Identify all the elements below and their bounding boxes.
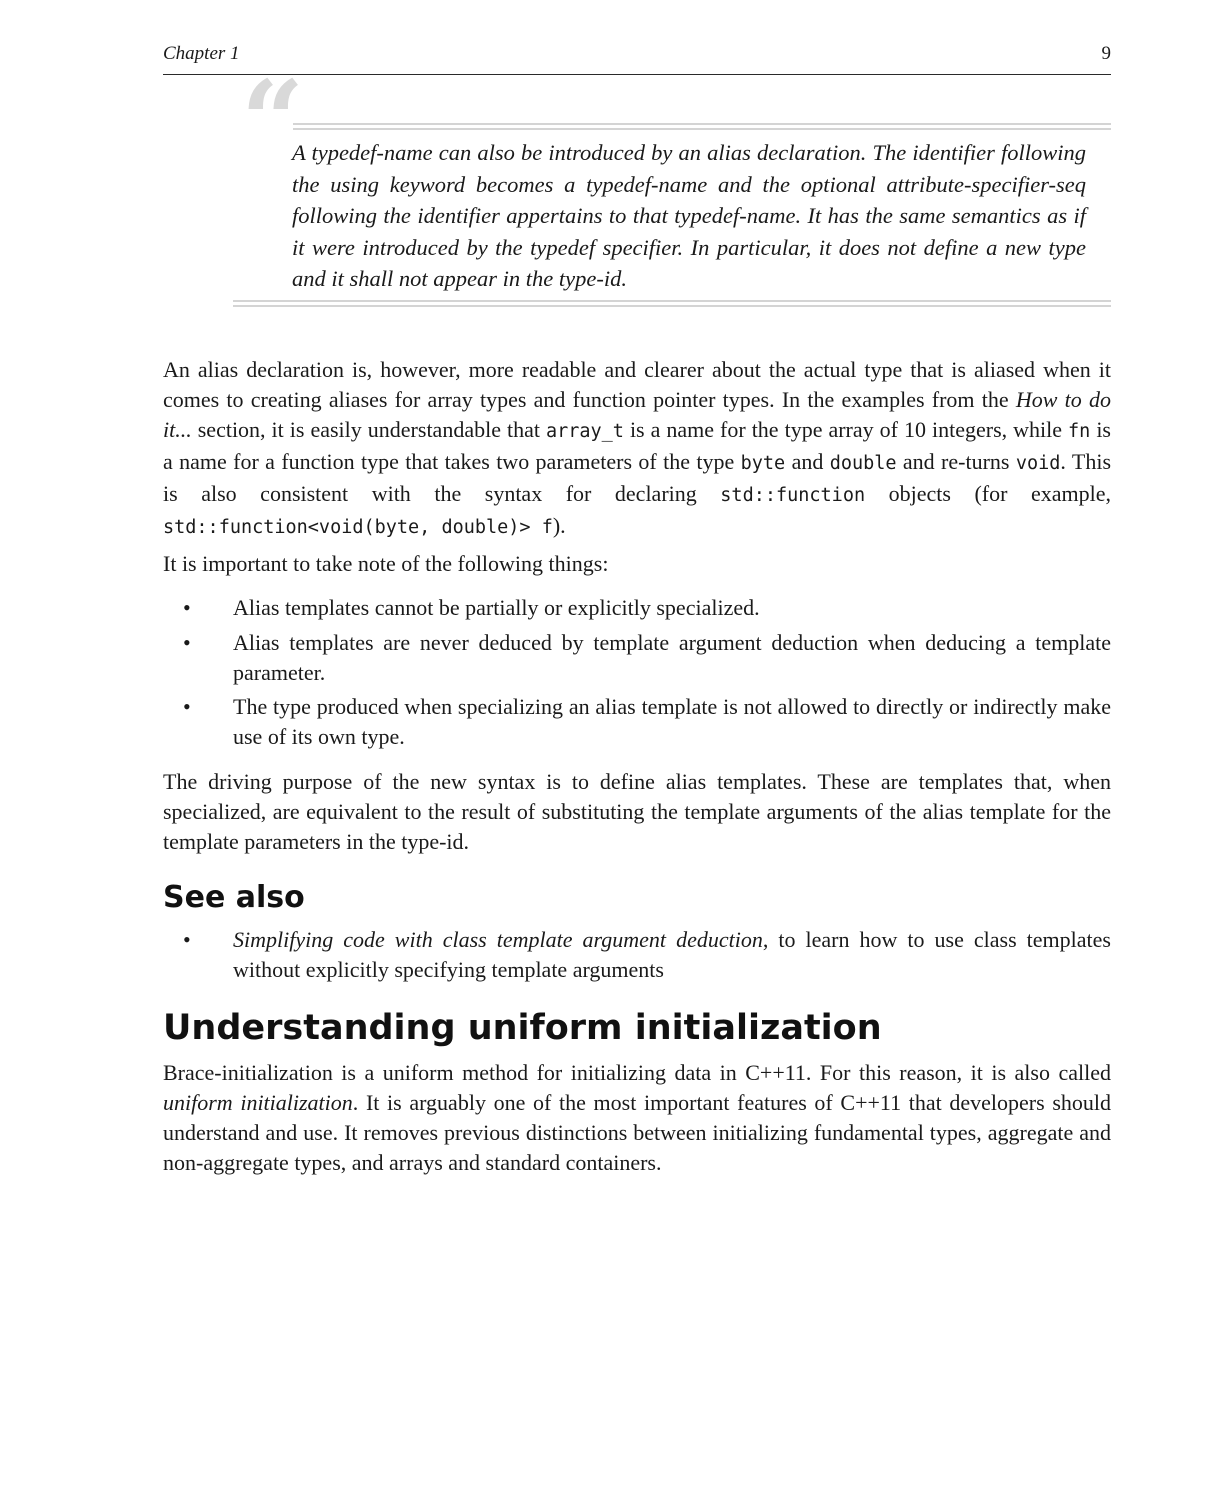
bullet-icon: • (183, 694, 191, 719)
quote-top-rule (293, 123, 1111, 130)
paragraph-alias-readability: An alias declaration is, however, more readable and clearer about the actual type that is aliased when it comes to creating aliases for array types and function pointer types. In the examples from the How to do it... section, it is easily understandable that array_t is a name for the type array of 10 integers, while fn is a name for a function type that takes two parameters of the type byte and double and re-turns void. This is also consistent with the syntax for declaring std::function objects (for example, std::function<void(byte, double)> f). (163, 357, 1112, 538)
running-header (163, 40, 1111, 75)
bullet-icon: • (183, 927, 191, 952)
paragraph-driving-purpose: The driving purpose of the new syntax is to define alias templates. These are templates that, when specialized, are equivalent to the result of substituting the template arguments of the alias template for the template parameters in the type-id. (163, 769, 1111, 854)
see-also-link-text: Simplifying code with class template argument deduction (233, 927, 763, 952)
quote-bottom-rule (233, 300, 1111, 307)
list-item: • Alias templates cannot be partially or explicitly specialized. (163, 593, 1111, 623)
list-item: • The type produced when specializing an alias template is not allowed to directly or indirectly make use of its own type. (183, 694, 1111, 749)
page-number: 9 (1101, 43, 1111, 64)
see-also-heading: See also (163, 880, 305, 915)
paragraph-note-intro: It is important to take note of the following things: (163, 551, 609, 576)
see-also-item: • Simplifying code with class template argument deduction, to learn how to use class templates without explicitly specifying template arguments (183, 927, 1111, 982)
bullet-icon: • (183, 595, 191, 620)
chapter-label: Chapter 1 (163, 43, 240, 64)
paragraph-uniform-init: Brace-initialization is a uniform method for initializing data in C++11. For this reason, it is also called uniform initialization. It is arguably one of the most important features of C++11 that developers should understand and use. It removes previous distinctions between initializing fundamental types, aggregate and non-aggregate types, and arrays and standard containers. (163, 1060, 1111, 1175)
section-heading: Understanding uniform initialization (163, 1008, 882, 1048)
list-item: • Alias templates are never deduced by template argument deduction when deducing a template parameter. (183, 630, 1111, 685)
quote-mark-icon: “ (241, 56, 305, 185)
bullet-icon: • (183, 630, 191, 655)
quote-text: A typedef-name can also be introduced by an alias declaration. The identifier following the using keyword becomes a typedef-name and the optional attribute-specifier-seq following the identifier appertains to that typedef-name. It has the same semantics as if it were introduced by the typedef specifier. In particular, it does not define a new type and it shall not appear in the type-id. (292, 140, 1086, 291)
blockquote (233, 56, 1111, 308)
